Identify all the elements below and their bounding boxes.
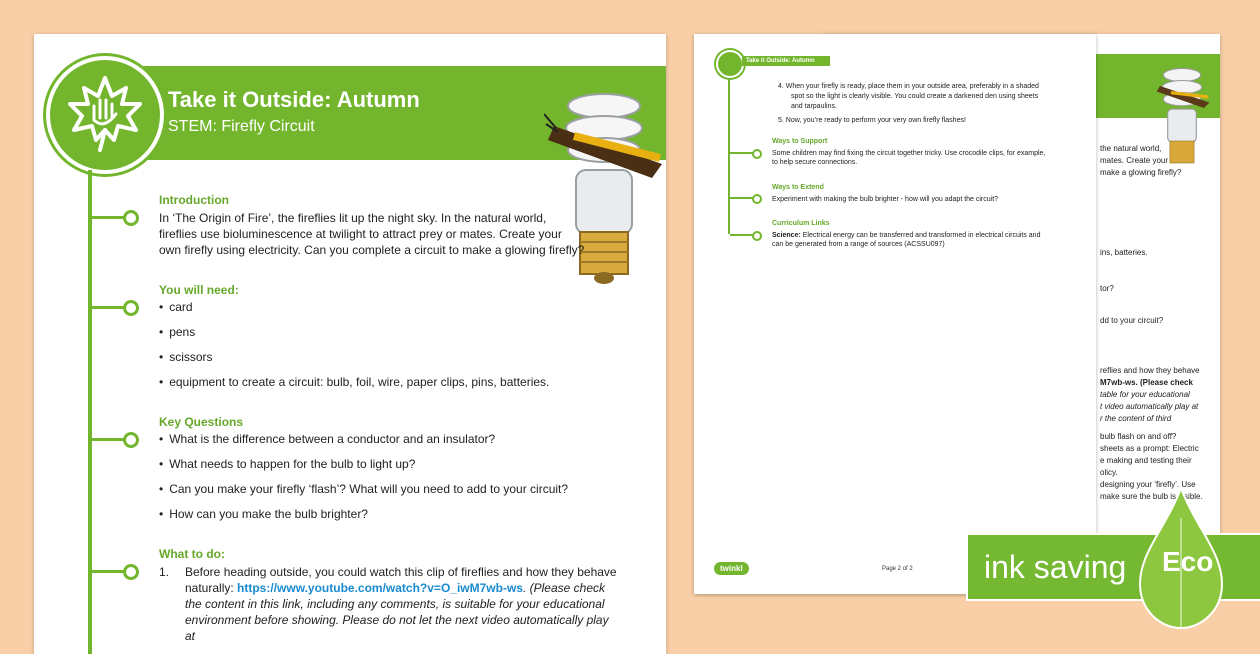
maple-leaf-hand-icon xyxy=(46,56,164,174)
list-item: • Can you make your firefly ‘flash’? What will you need to add to your circuit? xyxy=(159,482,568,507)
timeline-marker xyxy=(123,432,139,448)
list-item: • pens xyxy=(159,325,549,350)
eco-badge-label: Eco xyxy=(1162,546,1214,577)
list-item: • What is the difference between a conductor and an insulator? xyxy=(159,432,568,457)
page-2-header-tag: Take it Outside: Autumn xyxy=(742,56,830,66)
list-item: • card xyxy=(159,300,549,325)
list-item: • How can you make the bulb brighter? xyxy=(159,507,568,532)
page-3-line: olicy. xyxy=(1100,468,1118,477)
page-3-line: table for your educational xyxy=(1100,390,1190,399)
support-text: Some children may find fixing the circuit together tricky. Use crocodile clips, for example, xyxy=(772,150,1046,157)
list-item: • scissors xyxy=(159,350,549,375)
maple-leaf-icon xyxy=(716,50,744,78)
page-3-line: ins, batteries. xyxy=(1100,248,1148,257)
introduction-heading: Introduction xyxy=(159,193,229,207)
introduction-text: In ‘The Origin of Fire’, the fireflies lit up the night sky. In the natural world, fireflies use bioluminescence at twilight to attract prey or mates. Create your own firefly using electricity. Can you complete a circuit to make a glowing firefly? xyxy=(159,211,585,257)
materials-list xyxy=(159,300,549,400)
page-title: Take it Outside: Autumn xyxy=(168,87,420,112)
page-3-line: dd to your circuit? xyxy=(1100,316,1164,325)
support-heading: Ways to Support xyxy=(772,138,828,145)
step-5-text: 5. Now, you’re ready to perform your very own firefly flashes! xyxy=(778,117,966,124)
page-subtitle: STEM: Firefly Circuit xyxy=(168,118,315,135)
page-3-line: M7wb-ws. (Please check xyxy=(1100,378,1193,387)
worksheet-page-2 xyxy=(694,34,1096,594)
steps-list: 1. Before heading outside, you could watch this clip of fireflies and how they behave naturally: https://www.youtube.com/watch?v=O_iwM7wb-ws. (Please check the content in this link, including any comments, is suitable for your educational environment before showing. Please do not let the next video automatically play at xyxy=(159,564,619,644)
key-questions-heading: Key Questions xyxy=(159,415,244,429)
page-3-line: t video automatically play at xyxy=(1100,402,1199,411)
step-4-text: 4. When your firefly is ready, place them in your outside area, preferably in a shaded xyxy=(778,83,1039,90)
timeline-marker xyxy=(123,300,139,316)
page-number: Page 2 of 2 xyxy=(882,566,913,572)
step-1: 1. Before heading outside, you could watch this clip of fireflies and how they behave xyxy=(159,565,617,579)
youtube-link[interactable]: https://www.youtube.com/watch?v=O_iwM7wb-ws xyxy=(237,581,523,595)
page-3-line: reflies and how they behave xyxy=(1100,366,1200,375)
page-3-line: make sure the bulb is visible. xyxy=(1100,492,1203,501)
ink-saving-label: ink saving xyxy=(984,549,1127,585)
page-2-timeline xyxy=(728,78,730,234)
support-text: to help secure connections. xyxy=(772,159,858,166)
page-3-line: bulb flash on and off? xyxy=(1100,432,1177,441)
page-3-line: the natural world, xyxy=(1100,144,1162,153)
page-3-line: make a glowing firefly? xyxy=(1100,168,1182,177)
twinkl-logo: twinkl xyxy=(714,562,749,575)
extend-text: Experiment with making the bulb brighter - how will you adapt the circuit? xyxy=(772,196,999,203)
timeline-marker xyxy=(123,210,139,226)
page-3-line: sheets as a prompt: Electric xyxy=(1100,444,1199,453)
page-3-line: designing your ‘firefly’. Use xyxy=(1100,480,1196,489)
links-text: Science: Electrical energy can be transferred and transformed in electrical circuits and xyxy=(772,232,1041,239)
list-item: • equipment to create a circuit: bulb, foil, wire, paper clips, pins, batteries. xyxy=(159,375,549,400)
list-item: • What needs to happen for the bulb to light up? xyxy=(159,457,568,482)
links-text: can be generated from a range of sources (ACSSU097) xyxy=(772,241,945,248)
page-3-line: e making and testing their xyxy=(1100,456,1192,465)
worksheet-page-1 xyxy=(34,34,666,654)
what-to-do-heading: What to do: xyxy=(159,547,225,561)
page-3-line: tor? xyxy=(1100,284,1114,293)
links-heading: Curriculum Links xyxy=(772,220,830,227)
page-3-line: r the content of third xyxy=(1100,414,1172,423)
step-4-text: and tarpaulins. xyxy=(791,103,837,110)
extend-heading: Ways to Extend xyxy=(772,184,824,191)
you-will-need-heading: You will need: xyxy=(159,283,239,297)
content-timeline xyxy=(88,170,92,654)
step-4-text: spot so the light is clearly visible. You could create a darkened den using sheets xyxy=(791,93,1039,100)
page-3-line: mates. Create your xyxy=(1100,156,1169,165)
key-questions-list xyxy=(159,432,568,532)
timeline-marker xyxy=(123,564,139,580)
